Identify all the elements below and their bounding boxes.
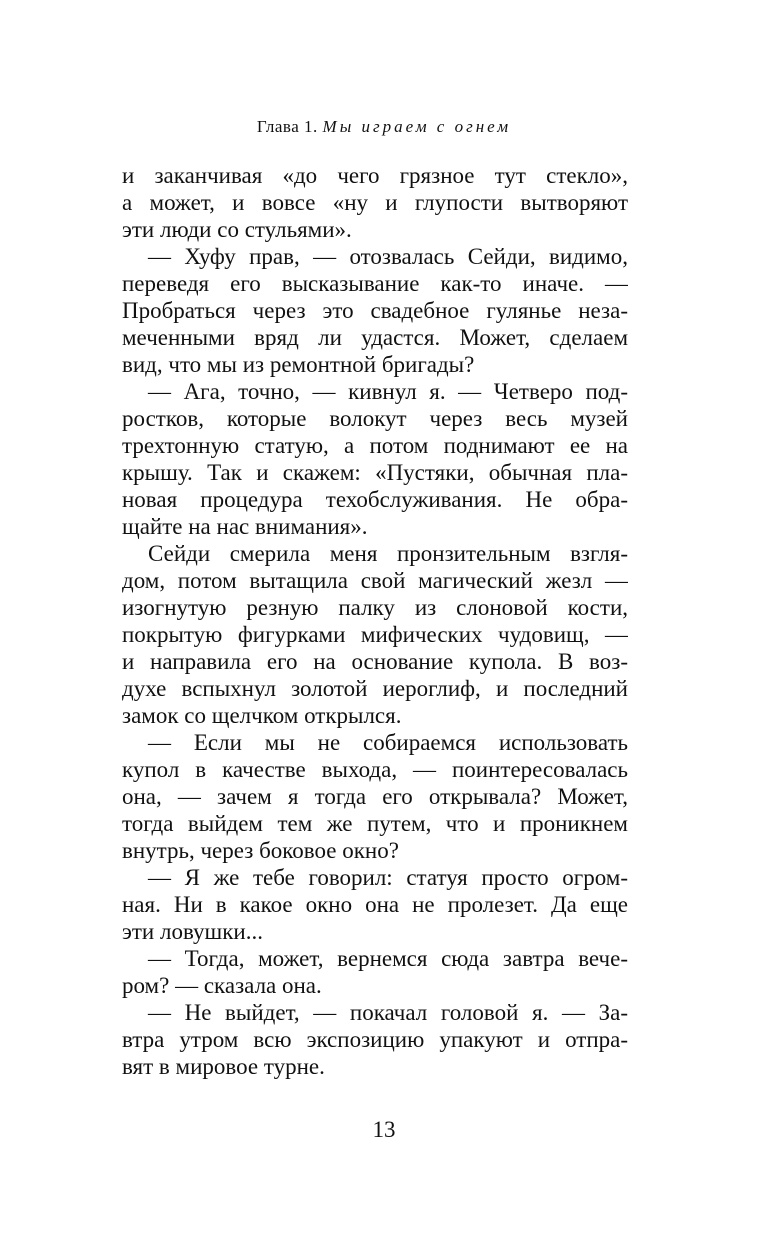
text-line: — Тогда, может, вернемся сюда завтра вече- <box>148 946 628 971</box>
text-line: Сейди смерила меня пронзительным взгля- <box>148 541 628 566</box>
text-line: вят в мировое турне. <box>122 1054 325 1079</box>
text-line: эти люди со стульями». <box>122 217 352 242</box>
text-line: втра утром всю экспозицию упакуют и отпра- <box>122 1027 628 1052</box>
text-line: Пробраться через это свадебное гулянье неза- <box>122 298 628 323</box>
body-text <box>122 162 628 1080</box>
text-line: замок со щелчком открылся. <box>122 703 402 728</box>
text-line: внутрь, через боковое окно? <box>122 838 399 863</box>
text-line: — Я же тебе говорил: статуя просто огром- <box>148 865 628 890</box>
text-line: трехтонную статую, а потом поднимают ее на <box>122 433 628 458</box>
text-line: купол в качестве выхода, — поинтересовалась <box>122 757 628 782</box>
text-line: — Хуфу прав, — отозвалась Сейди, видимо, <box>148 244 628 269</box>
text-line: новая процедура техобслуживания. Не обра- <box>122 487 628 512</box>
text-line: меченными вряд ли удастся. Может, сделаем <box>122 325 628 350</box>
text-line: духе вспыхнул золотой иероглиф, и последний <box>122 676 628 701</box>
text-line: покрытую фигурками мифических чудовищ, — <box>122 622 628 647</box>
text-line: крышу. Так и скажем: «Пустяки, обычная пла- <box>122 460 628 485</box>
text-line: ростков, которые волокут через весь музей <box>122 406 628 431</box>
text-line: переведя его высказывание как-то иначе. — <box>122 271 628 296</box>
text-line: она, — зачем я тогда его открывала? Может, <box>122 784 628 809</box>
text-line: а может, и вовсе «ну и глупости вытворяют <box>122 190 628 215</box>
text-line: щайте на нас внимания». <box>122 514 368 539</box>
text-line: изогнутую резную палку из слоновой кости, <box>122 595 628 620</box>
text-line: и заканчивая «до чего грязное тут стекло», <box>122 163 628 188</box>
text-line: ная. Ни в какое окно она не пролезет. Да еще <box>122 892 628 917</box>
text-line: эти ловушки... <box>122 919 263 944</box>
text-line: и направила его на основание купола. В воз- <box>122 649 628 674</box>
text-line: ром? — сказала она. <box>122 973 322 998</box>
text-line: — Не выйдет, — покачал головой я. — За- <box>148 1000 628 1025</box>
text-line: дом, потом вытащила свой магический жезл — <box>122 568 628 593</box>
chapter-number: Глава 1. <box>256 117 318 136</box>
text-line: — Ага, точно, — кивнул я. — Четверо под- <box>148 379 628 404</box>
text-line: — Если мы не собираемся использовать <box>148 730 628 755</box>
page-number: 13 <box>372 1117 396 1142</box>
chapter-title: Мы играем с огнем <box>322 117 512 136</box>
text-line: вид, что мы из ремонтной бригады? <box>122 352 475 377</box>
running-head <box>0 117 768 137</box>
text-line: тогда выйдем тем же путем, что и проникнем <box>122 811 628 836</box>
